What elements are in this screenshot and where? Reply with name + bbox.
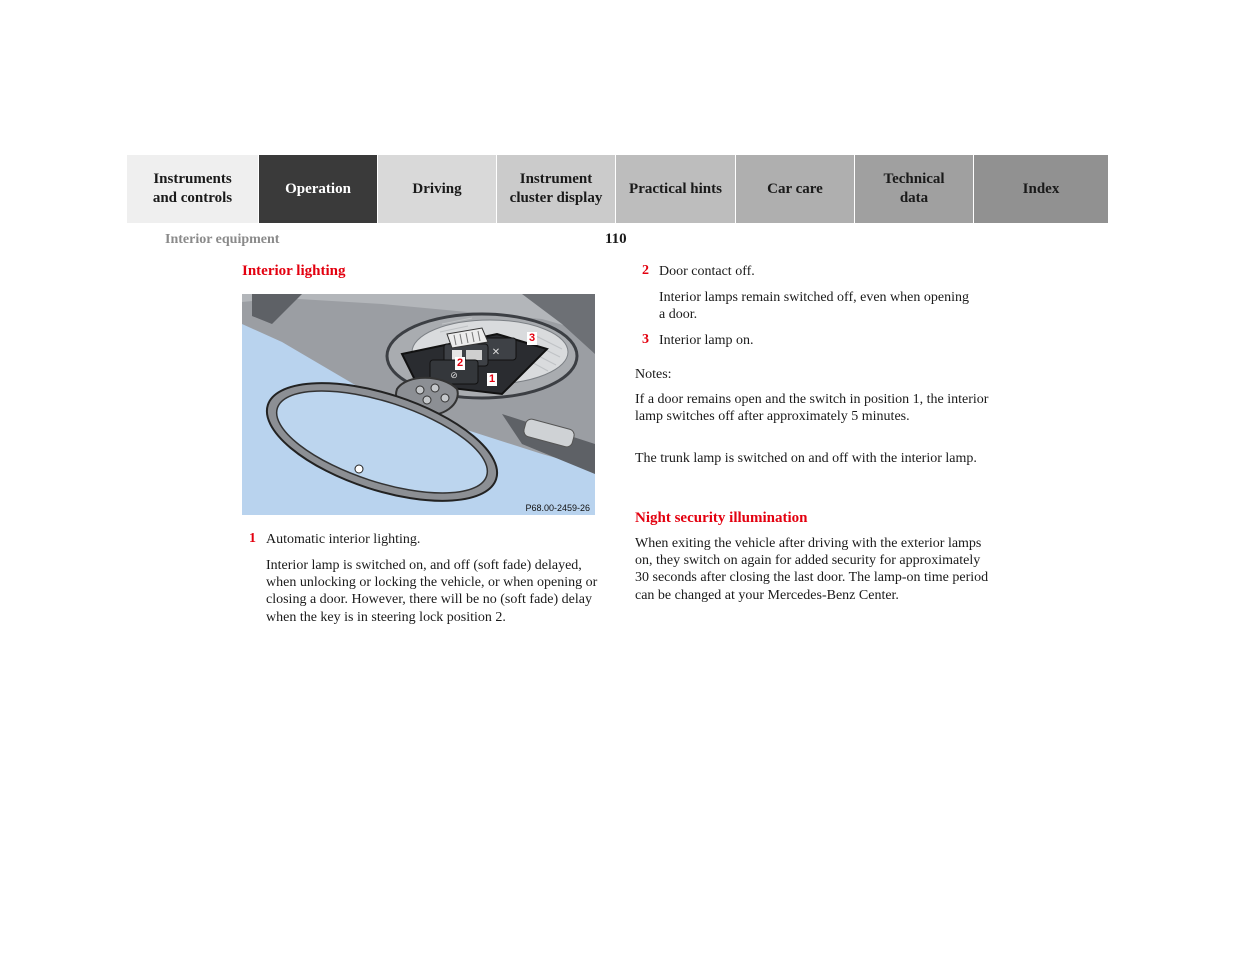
section-title: Interior equipment [165, 232, 280, 247]
tab-car-care[interactable] [736, 155, 855, 223]
heading-interior-lighting: Interior lighting [242, 263, 346, 279]
notes-label: Notes: [635, 367, 672, 382]
note-door-open: If a door remains open and the switch in position 1, the interior lamp switches off after approximately 5 minutes. [635, 392, 989, 425]
tab-practical-hints[interactable] [616, 155, 736, 223]
item-number-2: 2 [642, 263, 649, 278]
interior-lighting-illustration [242, 294, 595, 515]
tab-label: Car care [767, 180, 823, 197]
item-number-1: 1 [249, 531, 256, 546]
tab-operation[interactable] [259, 155, 378, 223]
callout-1: 1 [488, 373, 496, 385]
item3-title: Interior lamp on. [659, 333, 754, 348]
tab-label: Operation [285, 180, 351, 197]
item2-title: Door contact off. [659, 264, 755, 279]
tab-label: Practical hints [629, 180, 722, 197]
tab-index[interactable] [974, 155, 1108, 223]
heading-night-security-illumination: Night security illumination [635, 510, 808, 526]
tab-instruments-and-controls[interactable] [127, 155, 259, 223]
tab-driving[interactable] [378, 155, 497, 223]
tab-label: Instruments and controls [152, 171, 233, 206]
tab-label: Instrument cluster display [509, 171, 603, 206]
chapter-nav [127, 155, 1108, 223]
figure-caption: P68.00-2459-26 [525, 503, 590, 513]
callout-3: 3 [528, 332, 536, 344]
night-security-text: When exiting the vehicle after driving with the exterior lamps on, they switch on again for added security for approximately 30 seconds after closing the last door. The lamp-on time period can be changed at your Mercedes-Benz Center. [635, 536, 989, 603]
note-trunk-lamp: The trunk lamp is switched on and off with the interior lamp. [635, 451, 977, 466]
item2-text: Interior lamps remain switched off, even when opening a door. [659, 290, 969, 323]
overhead-console-drawing [242, 294, 595, 515]
svg-text:⊘: ⊘ [450, 370, 458, 380]
item1-text: Interior lamp is switched on, and off (soft fade) delayed, when unlocking or locking the vehicle, or when opening or closing a door. However, there will be no (soft fade) delay when the key is in steering lock position 2. [266, 558, 598, 625]
item1-title: Automatic interior lighting. [266, 532, 421, 547]
tab-technical-data[interactable] [855, 155, 974, 223]
item-number-3: 3 [642, 332, 649, 347]
page-number: 110 [605, 231, 627, 247]
callout-2: 2 [456, 357, 464, 369]
tab-label: Index [1022, 180, 1060, 197]
tab-label: Driving [412, 180, 462, 197]
tab-label: Technical data [883, 171, 945, 206]
svg-text:✕: ✕ [491, 347, 501, 358]
tab-instrument-cluster-display[interactable] [497, 155, 616, 223]
